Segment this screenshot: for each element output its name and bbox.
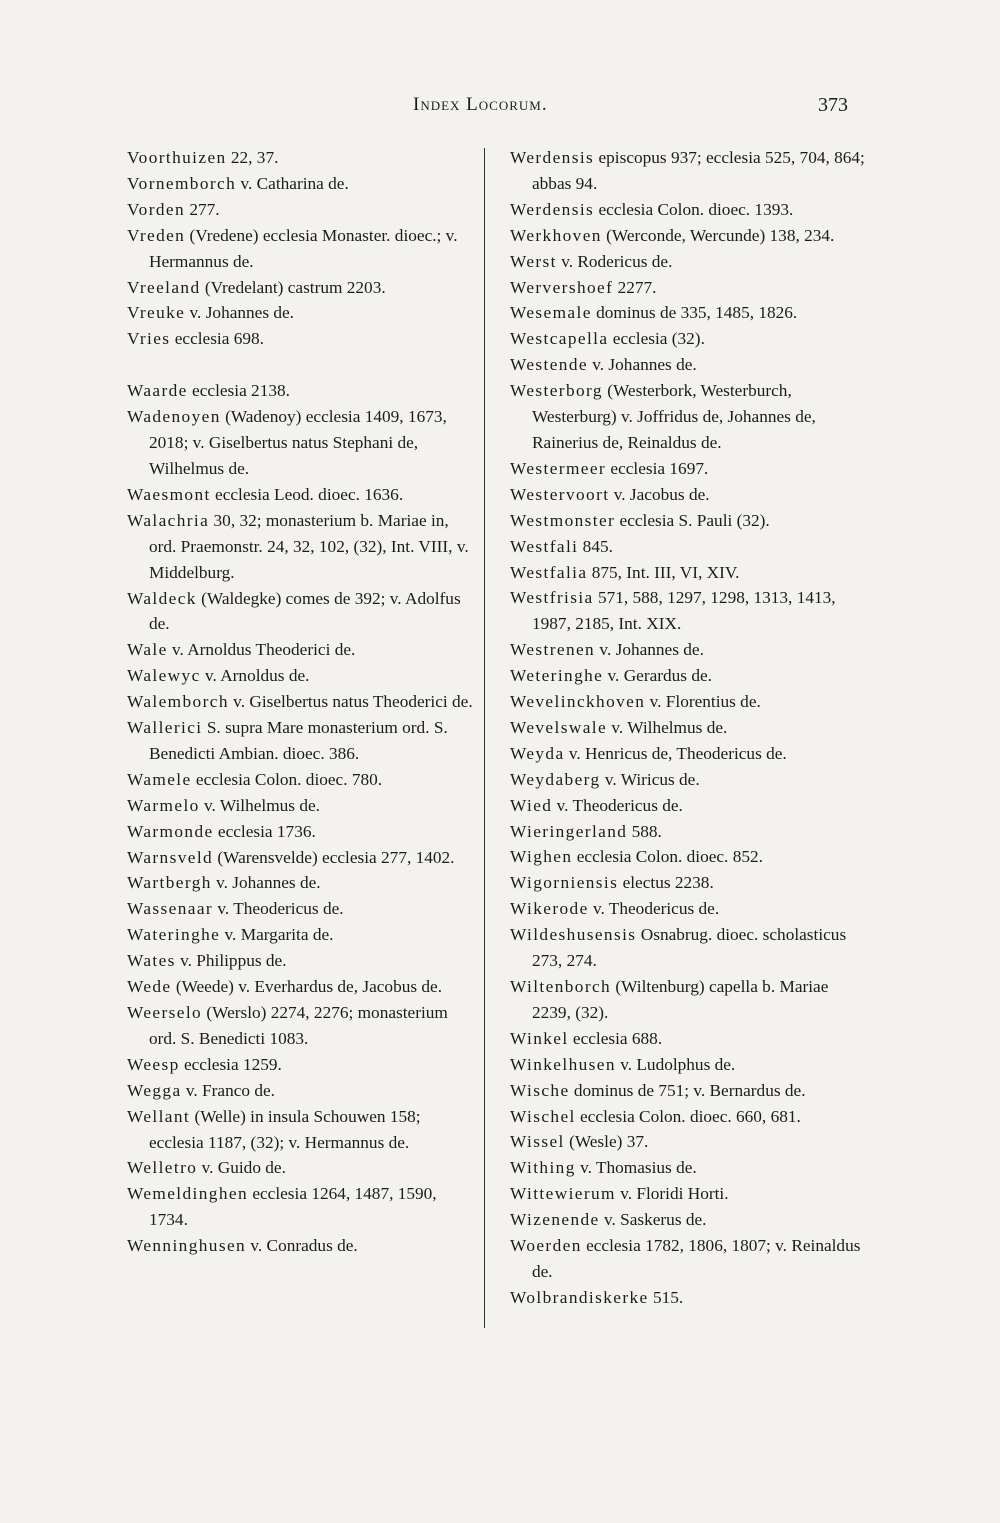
entry-headword: Westcapella bbox=[510, 329, 609, 349]
entry-references: (Westerbork, Westerburch, Westerburg) v. Joffridus de, Johannes de, Rainerius de, Reinaldus de. bbox=[532, 381, 816, 452]
entry-references: (Waldegke) comes de 392; v. Adolfus de. bbox=[149, 588, 461, 634]
entry-headword: Welletro bbox=[127, 1158, 198, 1178]
index-entry bbox=[127, 974, 477, 1000]
entry-references: (Warensvelde) ecclesia 277, 1402. bbox=[213, 847, 455, 867]
entry-headword: Wevelswale bbox=[510, 717, 608, 737]
entry-headword: Wittewierum bbox=[510, 1184, 616, 1204]
entry-references: v. Gerardus de. bbox=[603, 666, 712, 686]
index-entry bbox=[510, 352, 870, 378]
entry-references: ecclesia Colon. dioec. 852. bbox=[572, 847, 763, 867]
index-entry bbox=[510, 793, 870, 819]
index-entry bbox=[510, 508, 870, 534]
entry-references: v. Jacobus de. bbox=[609, 484, 710, 504]
entry-references: v. Johannes de. bbox=[211, 873, 321, 893]
index-entry bbox=[510, 1052, 870, 1078]
entry-references: v. Florentius de. bbox=[645, 692, 761, 712]
index-entry bbox=[127, 1155, 477, 1181]
entry-references: v. Arnoldus Theoderici de. bbox=[167, 640, 356, 660]
entry-headword: Westmonster bbox=[510, 510, 616, 530]
index-entry bbox=[510, 819, 870, 845]
entry-references: dominus de 751; v. Bernardus de. bbox=[569, 1080, 806, 1100]
entry-headword: Wateringhe bbox=[127, 925, 221, 945]
entry-references: 875, Int. III, VI, XIV. bbox=[587, 562, 740, 582]
entry-references: v. Theodericus de. bbox=[213, 899, 344, 919]
running-header bbox=[0, 94, 1000, 124]
entry-headword: Winkel bbox=[510, 1028, 569, 1048]
entry-references: ecclesia Colon. dioec. 660, 681. bbox=[575, 1106, 801, 1126]
index-entry bbox=[127, 637, 477, 663]
entry-references: v. Johannes de. bbox=[587, 355, 697, 375]
entry-headword: Wartbergh bbox=[127, 873, 212, 893]
entry-references: v. Theodericus de. bbox=[552, 795, 683, 815]
entry-headword: Westervoort bbox=[510, 484, 610, 504]
entry-headword: Wevelinckhoven bbox=[510, 692, 646, 712]
index-entry bbox=[510, 1207, 870, 1233]
entry-headword: Westermeer bbox=[510, 458, 607, 478]
index-entry bbox=[127, 767, 477, 793]
index-entry bbox=[127, 145, 477, 171]
index-entry bbox=[127, 1233, 477, 1259]
index-entry bbox=[510, 663, 870, 689]
entry-references: Osnabrug. dioec. scholasticus 273, 274. bbox=[532, 925, 847, 971]
entry-headword: Wische bbox=[510, 1080, 570, 1100]
entry-headword: Withing bbox=[510, 1158, 576, 1178]
index-entry bbox=[510, 870, 870, 896]
entry-headword: Westerborg bbox=[510, 381, 603, 401]
index-entry bbox=[510, 896, 870, 922]
index-entry bbox=[510, 1104, 870, 1130]
index-entry bbox=[127, 300, 477, 326]
index-entry bbox=[127, 870, 477, 896]
entry-headword: Vreuke bbox=[127, 303, 186, 323]
entry-references: 515. bbox=[648, 1287, 684, 1307]
entry-references: (Vredene) ecclesia Monaster. dioec.; v. Hermannus de. bbox=[149, 225, 458, 271]
entry-headword: Wieringerland bbox=[510, 821, 628, 841]
entry-headword: Westfali bbox=[510, 536, 579, 556]
entry-references: (Wiltenburg) capella b. Mariae 2239, (32). bbox=[532, 977, 829, 1022]
entry-references: v. Thomasius de. bbox=[575, 1158, 697, 1178]
entry-headword: Wigorniensis bbox=[510, 873, 619, 893]
entry-headword: Warnsveld bbox=[127, 847, 214, 867]
entry-references: 571, 588, 1297, 1298, 1313, 1413, 1987, 2185, Int. XIX. bbox=[532, 588, 836, 634]
entry-headword: Westfrisia bbox=[510, 588, 594, 608]
index-entry bbox=[510, 326, 870, 352]
entry-headword: Wegga bbox=[127, 1080, 182, 1100]
entry-references: v. Giselbertus natus Theoderici de. bbox=[228, 692, 473, 712]
entry-references: v. Franco de. bbox=[181, 1080, 275, 1100]
entry-headword: Walachria bbox=[127, 510, 210, 530]
entry-references: (Werslo) 2274, 2276; monasterium ord. S. Benedicti 1083. bbox=[149, 1003, 448, 1048]
entry-headword: Wissel bbox=[510, 1132, 565, 1152]
entry-headword: Wervershoef bbox=[510, 277, 614, 297]
index-entry bbox=[510, 1026, 870, 1052]
index-entry bbox=[127, 197, 477, 223]
index-entry bbox=[127, 663, 477, 689]
entry-headword: Weerselo bbox=[127, 1003, 203, 1022]
entry-headword: Wied bbox=[510, 795, 553, 815]
index-entry bbox=[127, 378, 477, 404]
entry-references: ecclesia Leod. dioec. 1636. bbox=[210, 484, 404, 504]
entry-references: (Werconde, Wercunde) 138, 234. bbox=[601, 225, 835, 245]
index-entry bbox=[127, 1181, 477, 1233]
entry-references: electus 2238. bbox=[618, 873, 714, 893]
entry-headword: Wenninghusen bbox=[127, 1236, 247, 1256]
entry-headword: Wede bbox=[127, 977, 172, 997]
index-entry bbox=[510, 249, 870, 275]
entry-references: 588. bbox=[627, 821, 662, 841]
entry-headword: Vorden bbox=[127, 199, 185, 219]
entry-references: v. Saskerus de. bbox=[599, 1210, 707, 1230]
index-entry bbox=[127, 715, 477, 767]
entry-references: v. Philippus de. bbox=[175, 951, 287, 971]
entry-references: v. Floridi Horti. bbox=[615, 1184, 729, 1204]
entry-headword: Warmelo bbox=[127, 795, 200, 815]
index-entry bbox=[510, 844, 870, 870]
entry-headword: Wemeldinghen bbox=[127, 1184, 248, 1204]
index-entry bbox=[127, 896, 477, 922]
entry-references: ecclesia 2138. bbox=[187, 381, 290, 401]
entry-headword: Werkhoven bbox=[510, 225, 602, 245]
index-entry bbox=[510, 689, 870, 715]
entry-references: v. Guido de. bbox=[197, 1158, 286, 1178]
index-entry bbox=[127, 171, 477, 197]
index-entry bbox=[127, 689, 477, 715]
index-entry bbox=[510, 1233, 870, 1285]
entry-headword: Vornemborch bbox=[127, 173, 237, 193]
entry-headword: Weyda bbox=[510, 743, 565, 763]
index-entry bbox=[127, 1104, 477, 1156]
index-entry bbox=[127, 1000, 477, 1052]
column-divider bbox=[484, 148, 485, 1328]
entry-headword: Waesmont bbox=[127, 484, 211, 504]
entry-references: ecclesia 1697. bbox=[606, 458, 709, 478]
index-entry bbox=[127, 223, 477, 275]
index-entry bbox=[127, 482, 477, 508]
entry-references: v. Rodericus de. bbox=[556, 251, 673, 271]
index-entry bbox=[510, 482, 870, 508]
index-entry bbox=[510, 560, 870, 586]
header-title: Index Locorum. bbox=[413, 94, 548, 115]
index-entry bbox=[127, 948, 477, 974]
entry-headword: Weesp bbox=[127, 1054, 180, 1074]
entry-headword: Westrenen bbox=[510, 640, 596, 660]
entry-headword: Wesemale bbox=[510, 303, 592, 323]
entry-references: (Wesle) 37. bbox=[564, 1132, 649, 1152]
index-entry bbox=[510, 637, 870, 663]
index-entry bbox=[127, 586, 477, 638]
entry-headword: Voorthuizen bbox=[127, 148, 227, 167]
entry-headword: Wikerode bbox=[510, 899, 589, 919]
entry-headword: Wizenende bbox=[510, 1210, 600, 1230]
entry-headword: Vries bbox=[127, 329, 171, 349]
index-entry bbox=[510, 197, 870, 223]
entry-headword: Walewyc bbox=[127, 666, 201, 686]
index-entry bbox=[510, 1285, 870, 1311]
entry-references: v. Henricus de, Theodericus de. bbox=[564, 743, 787, 763]
index-entry bbox=[510, 1078, 870, 1104]
entry-references: (Weede) v. Everhardus de, Jacobus de. bbox=[171, 977, 443, 997]
entry-headword: Warmonde bbox=[127, 821, 214, 841]
entry-references: S. supra Mare monasterium ord. S. Benedicti Ambian. dioec. 386. bbox=[149, 718, 448, 763]
entry-references: 30, 32; monasterium b. Mariae in, ord. Praemonstr. 24, 32, 102, (32), Int. VIII, v. Middelburg. bbox=[149, 510, 469, 582]
entry-headword: Wamele bbox=[127, 769, 192, 789]
index-entry bbox=[127, 326, 477, 352]
entry-headword: Wassenaar bbox=[127, 899, 214, 919]
entry-headword: Waldeck bbox=[127, 588, 197, 608]
entry-references: (Wadenoy) ecclesia 1409, 1673, 2018; v. Giselbertus natus Stephani de, Wilhelmus de. bbox=[149, 407, 447, 478]
entry-headword: Wolbrandiskerke bbox=[510, 1287, 649, 1307]
entry-headword: Vreden bbox=[127, 225, 186, 245]
index-entry bbox=[510, 275, 870, 301]
entry-references: 845. bbox=[578, 536, 613, 556]
index-entry bbox=[127, 793, 477, 819]
entry-headword: Walemborch bbox=[127, 692, 229, 712]
entry-headword: Winkelhusen bbox=[510, 1054, 616, 1074]
page-number: 373 bbox=[818, 94, 848, 116]
section-gap bbox=[127, 352, 477, 378]
entry-references: v. Conradus de. bbox=[246, 1236, 358, 1256]
index-entry bbox=[510, 741, 870, 767]
index-entry bbox=[510, 456, 870, 482]
entry-references: (Welle) in insula Schouwen 158; ecclesia 1187, (32); v. Hermannus de. bbox=[149, 1106, 421, 1152]
entry-references: 277. bbox=[185, 199, 220, 219]
index-entry bbox=[127, 1052, 477, 1078]
index-entry bbox=[127, 845, 477, 871]
index-entry bbox=[127, 508, 477, 586]
entry-references: ecclesia 1259. bbox=[179, 1054, 282, 1074]
entry-headword: Werdensis bbox=[510, 148, 595, 167]
index-entry bbox=[510, 715, 870, 741]
entry-references: v. Margarita de. bbox=[220, 925, 334, 945]
entry-references: v. Catharina de. bbox=[236, 173, 349, 193]
entry-references: v. Theodericus de. bbox=[588, 899, 720, 919]
entry-headword: Wates bbox=[127, 951, 176, 971]
entry-headword: Waarde bbox=[127, 381, 188, 401]
index-entry bbox=[510, 223, 870, 249]
entry-references: v. Wilhelmus de. bbox=[607, 717, 728, 737]
entry-references: ecclesia S. Pauli (32). bbox=[615, 510, 770, 530]
entry-headword: Werst bbox=[510, 251, 557, 271]
index-entry bbox=[510, 378, 870, 456]
index-entry bbox=[510, 1181, 870, 1207]
entry-references: episcopus 937; ecclesia 525, 704, 864; abbas 94. bbox=[532, 148, 865, 193]
entry-references: v. Wiricus de. bbox=[600, 769, 700, 789]
entry-references: ecclesia (32). bbox=[608, 329, 705, 349]
entry-references: ecclesia Colon. dioec. 1393. bbox=[594, 199, 794, 219]
entry-references: ecclesia 1782, 1806, 1807; v. Reinaldus de. bbox=[532, 1236, 861, 1281]
index-entry bbox=[127, 404, 477, 482]
index-entry bbox=[510, 534, 870, 560]
entry-headword: Weteringhe bbox=[510, 666, 604, 686]
entry-headword: Wighen bbox=[510, 847, 573, 867]
entry-headword: Woerden bbox=[510, 1236, 582, 1256]
index-entry bbox=[510, 922, 870, 974]
index-entry bbox=[127, 1078, 477, 1104]
index-entry bbox=[510, 974, 870, 1026]
entry-references: v. Johannes de. bbox=[185, 303, 295, 323]
entry-references: v. Ludolphus de. bbox=[615, 1054, 736, 1074]
entry-references: ecclesia 1264, 1487, 1590, 1734. bbox=[149, 1184, 437, 1230]
entry-headword: Wallerici bbox=[127, 718, 203, 738]
entry-references: v. Arnoldus de. bbox=[200, 666, 310, 686]
entry-references: 2277. bbox=[613, 277, 657, 297]
entry-references: v. Wilhelmus de. bbox=[199, 795, 320, 815]
entry-references: ecclesia 688. bbox=[568, 1028, 663, 1048]
index-entry bbox=[510, 1155, 870, 1181]
entry-headword: Vreeland bbox=[127, 277, 201, 297]
index-column-left bbox=[127, 145, 477, 1259]
entry-references: (Vredelant) castrum 2203. bbox=[200, 277, 386, 297]
index-entry bbox=[127, 922, 477, 948]
entry-references: ecclesia 698. bbox=[170, 329, 264, 349]
index-entry bbox=[127, 275, 477, 301]
entry-headword: Westfalia bbox=[510, 562, 588, 582]
entry-headword: Werdensis bbox=[510, 199, 595, 219]
entry-references: v. Johannes de. bbox=[595, 640, 704, 660]
entry-references: dominus de 335, 1485, 1826. bbox=[591, 303, 798, 323]
index-entry bbox=[127, 819, 477, 845]
entry-headword: Wiltenborch bbox=[510, 977, 612, 996]
entry-references: ecclesia Colon. dioec. 780. bbox=[191, 769, 383, 789]
index-entry bbox=[510, 1129, 870, 1155]
entry-headword: Westende bbox=[510, 355, 588, 375]
entry-headword: Wischel bbox=[510, 1106, 576, 1126]
entry-references: 22, 37. bbox=[226, 148, 279, 167]
entry-headword: Wadenoyen bbox=[127, 407, 221, 427]
entry-headword: Wildeshusensis bbox=[510, 925, 637, 945]
index-entry bbox=[510, 767, 870, 793]
index-column-right bbox=[510, 145, 870, 1311]
index-entry bbox=[510, 585, 870, 637]
entry-references: ecclesia 1736. bbox=[213, 821, 316, 841]
entry-headword: Weydaberg bbox=[510, 769, 601, 789]
entry-headword: Wale bbox=[127, 640, 168, 660]
index-entry bbox=[510, 145, 870, 197]
entry-headword: Wellant bbox=[127, 1106, 191, 1126]
index-entry bbox=[510, 300, 870, 326]
